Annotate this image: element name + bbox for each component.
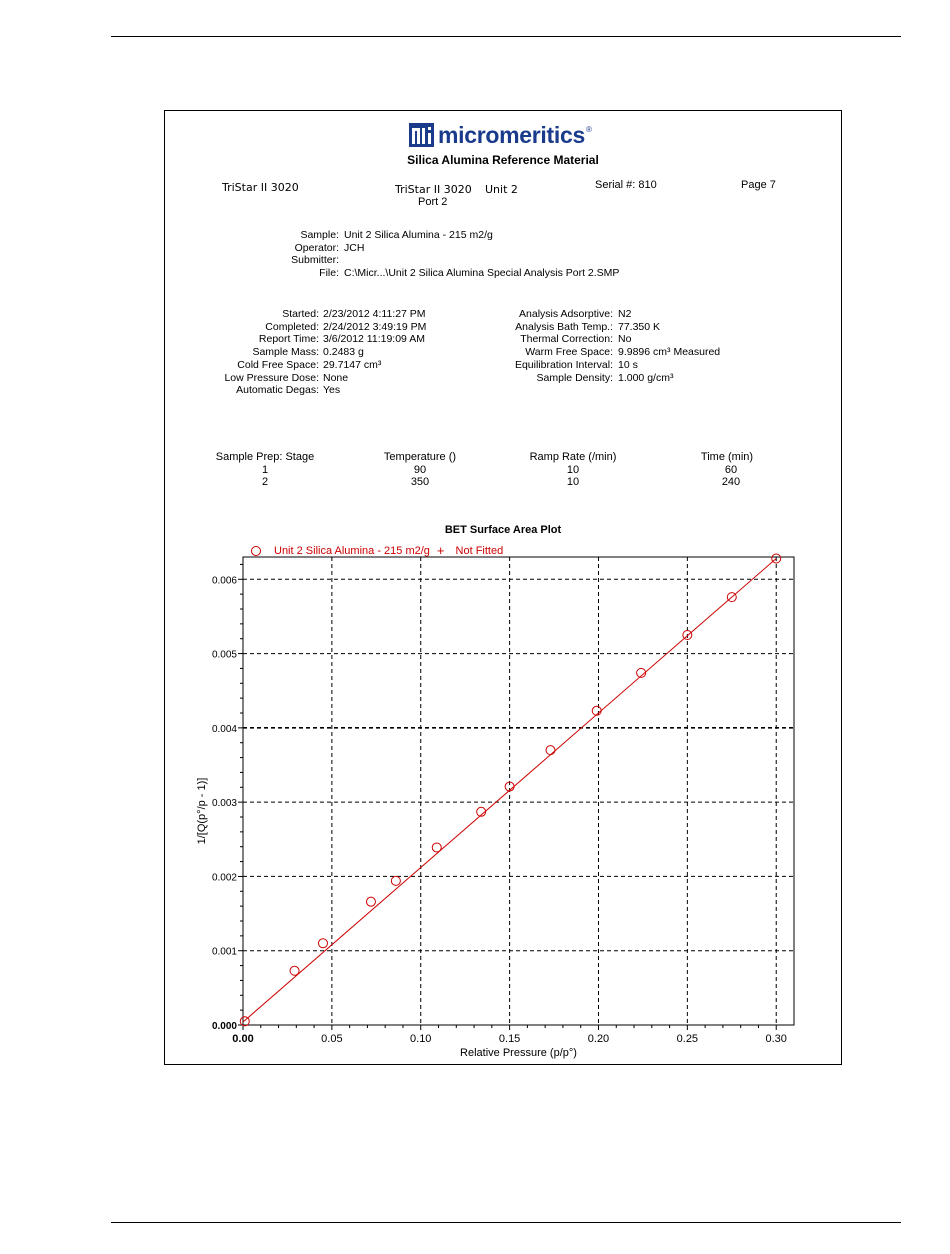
operator-label: Operator: <box>294 241 339 254</box>
legend-plus-icon: + <box>436 543 445 558</box>
prep-row-2-stage: 2 <box>261 476 269 489</box>
prep-row-2-temperature: 350 <box>410 476 430 489</box>
x-tick-label: 0.25 <box>676 1033 699 1045</box>
data-point <box>240 1017 249 1026</box>
data-point <box>391 876 400 885</box>
equilibration-interval-value: 10 s <box>618 358 638 371</box>
sample-value: Unit 2 Silica Alumina - 215 m2/g <box>344 229 493 241</box>
warm-free-space-label: Warm Free Space: <box>525 346 613 359</box>
warm-free-space-value: 9.9896 cm³ Measured <box>618 346 721 359</box>
page-bottom-rule <box>111 1222 901 1223</box>
operator-value: JCH <box>344 241 365 254</box>
prep-row-1-temperature: 90 <box>413 463 427 476</box>
equilibration-interval-label: Equilibration Interval: <box>514 358 613 371</box>
started-value: 2/23/2012 4:11:27 PM <box>323 308 426 320</box>
header-unit: Unit 2 <box>485 183 518 196</box>
plot-frame <box>243 557 794 1025</box>
prep-header-temperature: Temperature () <box>383 451 457 463</box>
bet-plot <box>165 111 843 1066</box>
report-time-value: 3/6/2012 11:19:09 AM <box>323 333 425 346</box>
data-point <box>318 939 327 948</box>
thermal-correction-label: Thermal Correction: <box>520 333 613 346</box>
sample-mass-value: 0.2483 g <box>323 346 364 359</box>
low-pressure-dose-value: None <box>323 371 349 384</box>
x-axis-label: Relative Pressure (p/p°) <box>460 1047 577 1059</box>
y-tick-label: 0.001 <box>211 946 237 958</box>
chart-title: BET Surface Area Plot <box>444 524 562 536</box>
started-label: Started: <box>282 308 319 320</box>
header-page: Page 7 <box>741 179 776 191</box>
y-axis-label: 1/[Q(p°/p - 1)] <box>196 777 208 845</box>
y-tick-label: 0.006 <box>211 575 237 587</box>
header-port: Port 2 <box>418 196 448 208</box>
x-tick-label: 0.15 <box>498 1033 521 1045</box>
file-label: File: <box>319 267 339 280</box>
data-point <box>546 746 555 755</box>
completed-label: Completed: <box>265 320 319 333</box>
cold-free-space-value: 29.7147 cm³ <box>323 358 382 371</box>
data-point <box>432 843 441 852</box>
report-title: Silica Alumina Reference Material <box>407 153 599 167</box>
prep-row-1-stage: 1 <box>261 463 269 476</box>
x-tick-label: 0.20 <box>587 1033 610 1045</box>
data-point <box>366 897 375 906</box>
report-panel <box>164 110 842 1065</box>
x-tick-label: 0.30 <box>765 1033 787 1045</box>
sample-density-value: 1.000 g/cm³ <box>618 371 674 384</box>
plot-grid <box>243 557 794 1025</box>
sample-mass-label: Sample Mass: <box>252 346 319 359</box>
page-top-rule <box>111 36 901 37</box>
prep-row-1-time: 60 <box>724 463 738 476</box>
x-tick-label: 0.05 <box>321 1033 343 1045</box>
logo-text: micromeritics <box>438 121 585 148</box>
y-tick-label: 0.000 <box>211 1021 237 1032</box>
report-time-label: Report Time: <box>258 333 319 346</box>
prep-row-2-ramp-rate: 10 <box>566 476 580 489</box>
low-pressure-dose-label: Low Pressure Dose: <box>224 371 319 384</box>
x-tick-label: 0.00 <box>232 1033 254 1045</box>
y-tick-label: 0.003 <box>211 798 237 810</box>
logo-registered-mark: ® <box>585 124 592 134</box>
thermal-correction-value: No <box>618 333 632 346</box>
cold-free-space-label: Cold Free Space: <box>237 358 319 371</box>
submitter-label: Submitter: <box>291 254 339 267</box>
analysis-adsorptive-value: N2 <box>618 308 632 320</box>
prep-row-1-ramp-rate: 10 <box>566 463 580 476</box>
automatic-degas-value: Yes <box>323 384 341 397</box>
y-tick-label: 0.004 <box>211 723 237 735</box>
y-tick-label: 0.005 <box>211 649 237 661</box>
completed-value: 2/24/2012 3:49:19 PM <box>323 320 427 333</box>
analysis-bath-temp-value: 77.350 K <box>618 320 661 333</box>
header-left-instrument: TriStar II 3020 <box>222 181 299 194</box>
legend-series-label: Unit 2 Silica Alumina - 215 m2/g <box>274 544 430 557</box>
sample-label: Sample: <box>300 229 339 241</box>
prep-header-stage: Sample Prep: Stage <box>215 451 315 463</box>
x-tick-label: 0.10 <box>410 1033 432 1045</box>
prep-header-ramp-rate: Ramp Rate (/min) <box>529 451 617 463</box>
automatic-degas-label: Automatic Degas: <box>236 384 319 397</box>
prep-row-2-time: 240 <box>721 476 741 489</box>
file-value: C:\Micr...\Unit 2 Silica Alumina Special Analysis Port 2.SMP <box>344 267 620 280</box>
header-center-instrument: TriStar II 3020 <box>395 183 472 196</box>
header-serial: Serial #: 810 <box>595 179 657 191</box>
data-point <box>290 966 299 975</box>
sample-density-label: Sample Density: <box>536 371 613 384</box>
analysis-adsorptive-label: Analysis Adsorptive: <box>519 308 613 320</box>
analysis-bath-temp-label: Analysis Bath Temp.: <box>515 320 613 333</box>
legend-not-fitted-label: Not Fitted <box>455 544 504 557</box>
y-tick-label: 0.002 <box>211 872 237 884</box>
prep-header-time: Time (min) <box>700 451 754 463</box>
